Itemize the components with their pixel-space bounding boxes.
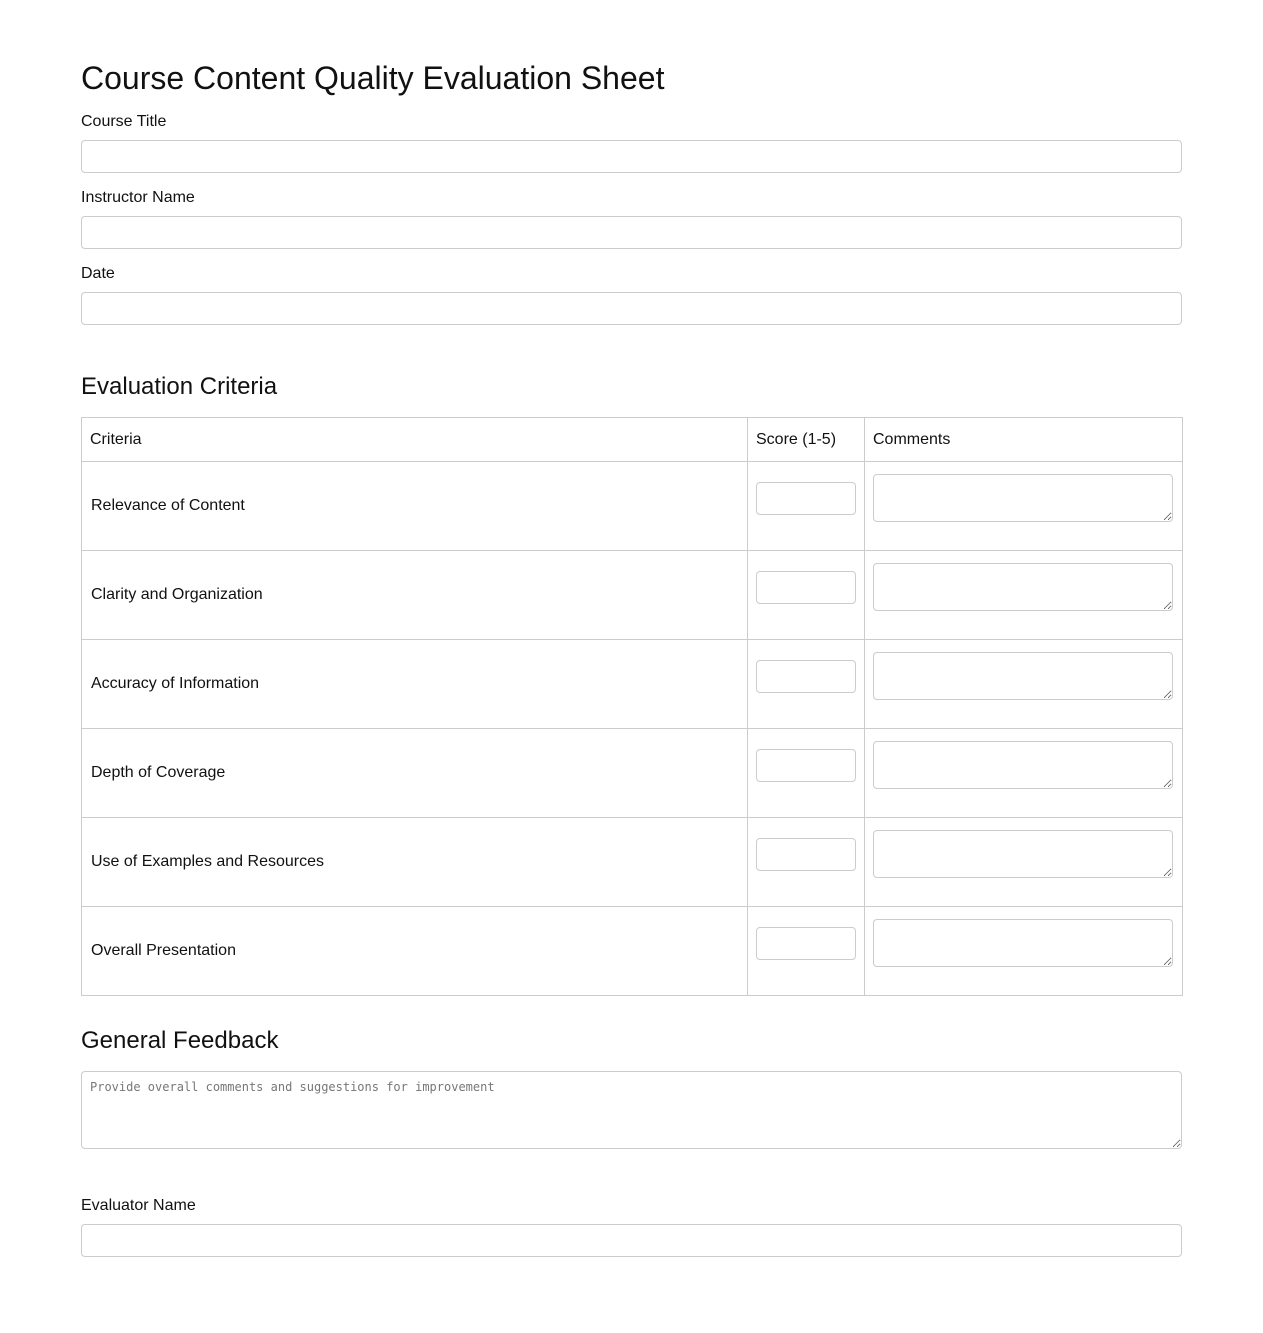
score-cell bbox=[748, 729, 865, 818]
comment-textarea[interactable] bbox=[873, 652, 1173, 700]
score-cell bbox=[748, 640, 865, 729]
score-input[interactable] bbox=[756, 482, 856, 515]
criteria-label: Accuracy of Information bbox=[82, 640, 748, 729]
score-cell bbox=[748, 462, 865, 551]
comment-cell bbox=[865, 907, 1183, 996]
instructor-name-label: Instructor Name bbox=[81, 189, 195, 206]
score-input[interactable] bbox=[756, 838, 856, 871]
score-cell bbox=[748, 907, 865, 996]
course-title-input[interactable] bbox=[81, 140, 1182, 173]
criteria-label: Depth of Coverage bbox=[82, 729, 748, 818]
comment-textarea[interactable] bbox=[873, 919, 1173, 967]
instructor-name-input[interactable] bbox=[81, 216, 1182, 249]
comment-cell bbox=[865, 462, 1183, 551]
evaluator-name-label: Evaluator Name bbox=[81, 1197, 196, 1214]
criteria-label: Overall Presentation bbox=[82, 907, 748, 996]
table-header-row bbox=[82, 418, 1183, 462]
table-row bbox=[82, 551, 1183, 640]
course-title-label: Course Title bbox=[81, 113, 167, 130]
criteria-label: Clarity and Organization bbox=[82, 551, 748, 640]
page-title: Course Content Quality Evaluation Sheet bbox=[81, 60, 665, 96]
table-row bbox=[82, 729, 1183, 818]
column-header-comments: Comments bbox=[865, 418, 1183, 462]
evaluator-name-input[interactable] bbox=[81, 1224, 1182, 1257]
score-cell bbox=[748, 551, 865, 640]
table-row bbox=[82, 818, 1183, 907]
comment-textarea[interactable] bbox=[873, 830, 1173, 878]
evaluation-criteria-heading: Evaluation Criteria bbox=[81, 373, 278, 400]
score-cell bbox=[748, 818, 865, 907]
score-input[interactable] bbox=[756, 927, 856, 960]
table-row bbox=[82, 907, 1183, 996]
table-row bbox=[82, 462, 1183, 551]
score-input[interactable] bbox=[756, 749, 856, 782]
comment-textarea[interactable] bbox=[873, 563, 1173, 611]
criteria-label: Use of Examples and Resources bbox=[82, 818, 748, 907]
table-row bbox=[82, 640, 1183, 729]
comment-textarea[interactable] bbox=[873, 474, 1173, 522]
date-input[interactable] bbox=[81, 292, 1182, 325]
date-label: Date bbox=[81, 265, 115, 282]
score-input[interactable] bbox=[756, 660, 856, 693]
comment-cell bbox=[865, 729, 1183, 818]
column-header-criteria: Criteria bbox=[82, 418, 748, 462]
evaluation-table bbox=[81, 417, 1183, 996]
column-header-score: Score (1-5) bbox=[748, 418, 865, 462]
comment-cell bbox=[865, 551, 1183, 640]
general-feedback-textarea[interactable] bbox=[81, 1071, 1182, 1149]
comment-textarea[interactable] bbox=[873, 741, 1173, 789]
score-input[interactable] bbox=[756, 571, 856, 604]
comment-cell bbox=[865, 818, 1183, 907]
criteria-label: Relevance of Content bbox=[82, 462, 748, 551]
comment-cell bbox=[865, 640, 1183, 729]
general-feedback-heading: General Feedback bbox=[81, 1027, 279, 1054]
